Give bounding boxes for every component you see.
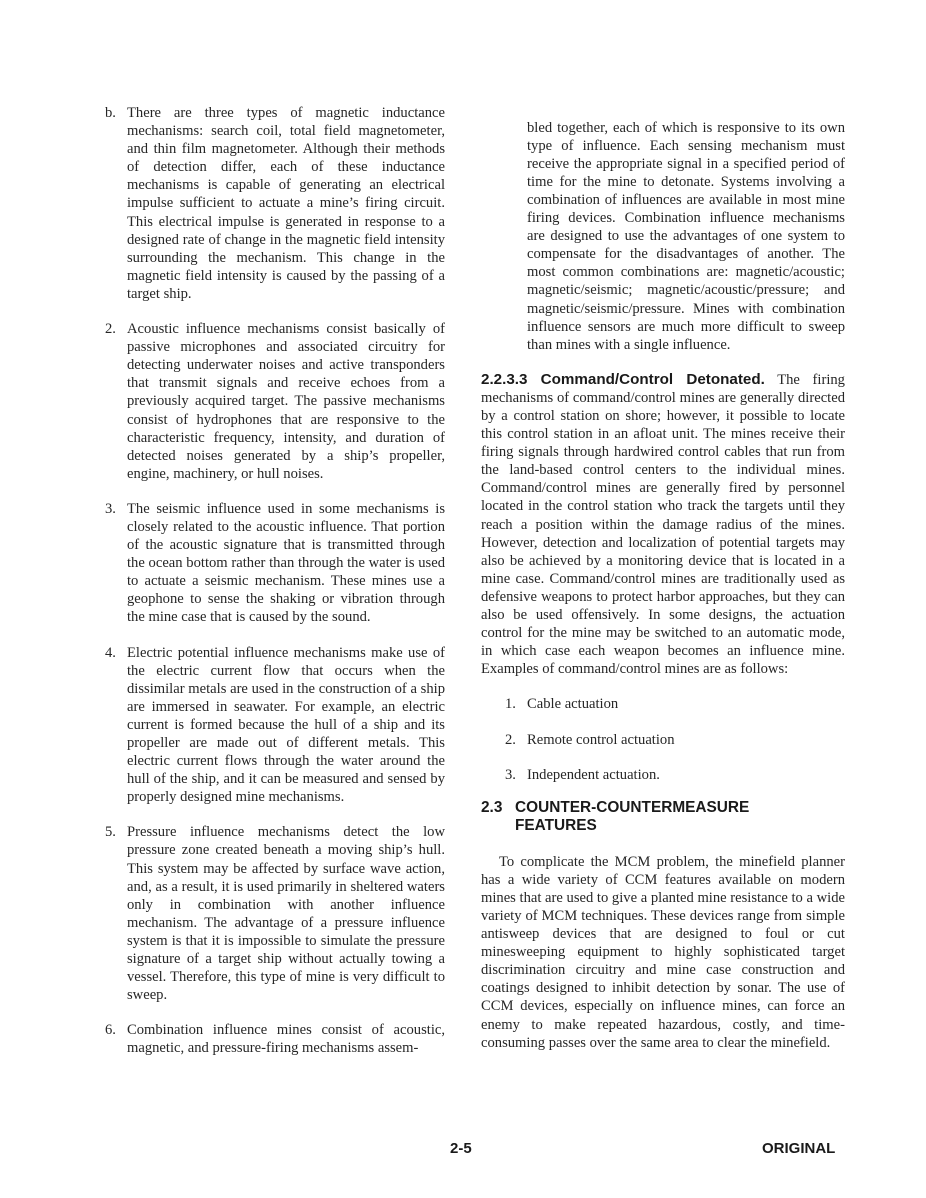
list-item-2	[105, 320, 445, 483]
list-item-3	[105, 500, 445, 627]
list-marker: 3.	[105, 500, 116, 517]
section-title-line-2: FEATURES	[515, 816, 597, 834]
list-item-text: There are three types of magnetic inductance mechanisms: search coil, total field magnetometer, and thin film magnetometer. Although their methods of detection differ, each of these inductance mechanisms is capable of generating an electrical impulse sufficient to actuate a mine’s firing circuit. This electrical impulse is generated in response to a designed rate of change in the magnetic field intensity surrounding the mechanism. This change in the magnetic field intensity is caused by the passing of a target ship.	[127, 105, 445, 302]
section-title-line-1: COUNTER-COUNTERMEASURE	[515, 798, 750, 816]
list-item-text: The seismic influence used in some mechanisms is closely related to the acoustic influence. That portion of the acoustic signature that is transmitted through the ocean bottom rather than through the water is used to actuate a seismic mechanism. These mines use a geophone to sense the shaking or vibration through the mine case that is caused by the sound.	[127, 500, 445, 626]
list-marker: 2.	[105, 321, 116, 338]
list-item	[505, 731, 845, 749]
list-item-5	[105, 823, 445, 1004]
list-marker: 5.	[105, 824, 116, 841]
list-marker: b.	[105, 105, 116, 121]
list-item-text: Combination influence mines consist of acoustic, magnetic, and pressure-firing mechanisms assem-	[127, 1022, 445, 1057]
continued-paragraph: bled together, each of which is responsive to its own type of influence. Each sensing mechanism must receive the appropriate signal in a specified period of time for the mine to detonate. Systems involving a combination of influences are available in most mine firing devices. Combination influence mechanisms are designed to use the advantages of one system to compensate for the disadvantages of another. The most common combinations are: magnetic/acoustic; magnetic/seismic; magnetic/acoustic/pressure; and magnetic/seismic/pressure. Mines with combination influence sensors are much more difficult to sweep than mines with a single influence.	[527, 119, 845, 353]
left-column	[105, 104, 445, 1075]
list-marker: 4.	[105, 644, 116, 661]
list-item	[505, 695, 845, 713]
list-item-text: Acoustic influence mechanisms consist basically of passive microphones and associated circuitry for detecting underwater noises and active transponders that transmit signals and receive echoes from a previously acquired target. The passive mechanisms consist of hydrophones that are responsive to the characteristic frequency, intensity, and duration of detected noises generated by a ship’s propeller, engine, machinery, or hull noises.	[127, 321, 445, 482]
section-number: 2.3	[481, 798, 503, 816]
document-status: ORIGINAL	[762, 1140, 836, 1157]
list-item-b	[105, 104, 445, 303]
list-marker: 3.	[505, 766, 516, 783]
list-item-text: Remote control actuation	[527, 731, 675, 748]
list-item-text: Independent actuation.	[527, 766, 660, 783]
paragraph-text: The firing mechanisms of command/control mines are generally directed by a control station on shore; however, it possible to locate this control station in an afloat unit. The mines receive their firing signals through hardwired control cables that run from the land-based control centers to the individual mines. Command/control mines are generally fired by personnel located in the control station who track the targets until they reach a position within the damage radius of the mines. However, detection and localization of potential targets may also be achieved by a monitoring device that is located in a mine case. Command/control mines are traditionally used as defensive weapons to protect harbor approaches, but they can also be used offensively. In some designs, the actuation control for the mine may be switched to an automatic mode, in which case each weapon becomes an influence mine. Examples of command/control mines are as follows:	[481, 371, 845, 678]
command-control-paragraph	[481, 371, 845, 679]
right-column	[481, 104, 845, 1069]
list-item-4	[105, 644, 445, 807]
subsection-heading: 2.2.3.3 Command/Control Detonated.	[481, 370, 765, 388]
list-item	[505, 766, 845, 784]
examples-list	[481, 695, 845, 783]
list-item-6	[105, 1021, 445, 1057]
page-number: 2-5	[450, 1140, 472, 1157]
list-item-text: Electric potential influence mechanisms make use of the electric current flow that occurs when the dissimilar metals are used in the construction of a ship are immersed in seawater. For example, an electric current is formed because the hull of a ship and its propeller are made out of different metals. This electric current flows through the water around the hull of the ship, and it can be measured and sensed by properly designed mine mechanisms.	[127, 644, 445, 806]
ccm-paragraph: To complicate the MCM problem, the minefield planner has a wide variety of CCM features available on modern mines that are used to give a planted mine resistance to a wide variety of MCM techniques. These devices range from simple antisweep devices that are designed to foul or cut minesweeping equipment to highly sophisticated target discrimination circuitry and mine case construction and coatings designed to inhibit detection by sonar. The use of CCM devices, especially on influence mines, can force an enemy to make repeated hazardous, costly, and time-consuming passes over the same area to clear the minefield.	[481, 853, 845, 1051]
section-title	[515, 799, 749, 835]
list-marker: 6.	[105, 1022, 116, 1039]
list-marker: 2.	[505, 731, 516, 748]
list-marker: 1.	[505, 696, 516, 713]
list-item-text: Pressure influence mechanisms detect the low pressure zone created beneath a moving ship’s hull. This system may be affected by surface wave action, and, as a result, it is used primarily in sheltered waters only in combination with another influence mechanism. The advantage of a pressure influence system is that it is impossible to simulate the pressure signature of a target ship without actually towing a vessel. Therefore, this type of mine is very difficult to sweep.	[127, 824, 445, 1004]
list-item-text: Cable actuation	[527, 696, 619, 713]
section-heading	[481, 799, 845, 835]
